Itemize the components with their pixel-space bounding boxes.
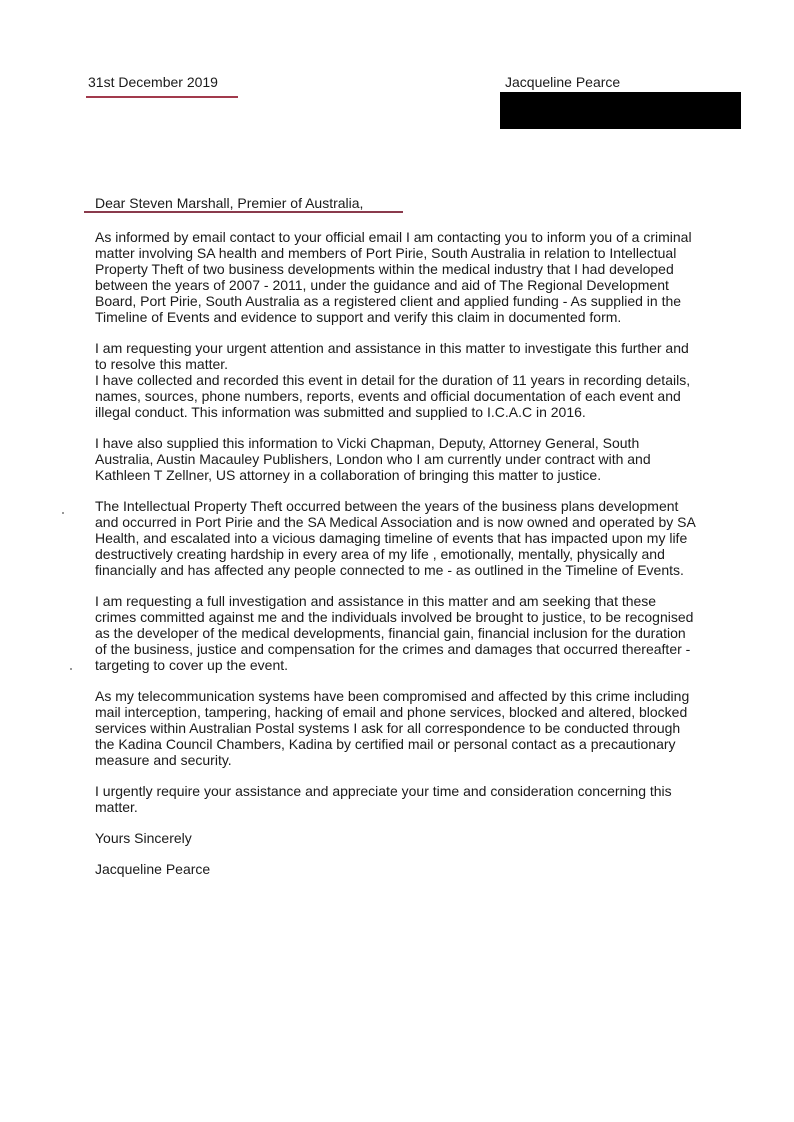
- sender-name: Jacqueline Pearce: [505, 74, 621, 90]
- paragraph: [95, 498, 696, 578]
- scan-speck: [70, 668, 72, 670]
- text-line: names, sources, phone numbers, reports, events and official documentation of each event and: [95, 388, 681, 404]
- text-line: as the developer of the medical developments, financial gain, financial inclusion for the duration: [95, 625, 686, 641]
- paragraph: [95, 688, 696, 768]
- text-line: Timeline of Events and evidence to support and verify this claim in documented form.: [95, 309, 622, 325]
- text-line: targeting to cover up the event.: [95, 657, 289, 673]
- text-line: I am requesting your urgent attention and assistance in this matter to investigate this further and: [95, 340, 689, 356]
- text-line: I urgently require your assistance and appreciate your time and consideration concerning this: [95, 783, 672, 799]
- redacted-address-block: [500, 92, 741, 129]
- salutation: Dear Steven Marshall, Premier of Australia,: [95, 195, 364, 211]
- text-line: Kathleen T Zellner, US attorney in a collaboration of bringing this matter to justice.: [95, 467, 602, 483]
- text-line: Board, Port Pirie, South Australia as a registered client and applied funding - As supplied in the: [95, 293, 682, 309]
- text-line: Australia, Austin Macauley Publishers, London who I am currently under contract with and: [95, 451, 651, 467]
- paragraph: [95, 593, 696, 673]
- text-line: As my telecommunication systems have been compromised and affected by this crime including: [95, 688, 690, 704]
- closing: [95, 830, 696, 846]
- text-line: services within Australian Postal systems I ask for all correspondence to be conducted through: [95, 720, 681, 736]
- text-line: Property Theft of two business developments within the medical industry that I had developed: [95, 261, 674, 277]
- text-line: illegal conduct. This information was submitted and supplied to I.C.A.C in 2016.: [95, 404, 586, 420]
- text-line: I have collected and recorded this event in detail for the duration of 11 years in recording details,: [95, 372, 691, 388]
- text-line: I am requesting a full investigation and assistance in this matter and am seeking that these: [95, 593, 657, 609]
- letter-body: [95, 229, 696, 892]
- text-line: and occurred in Port Pirie and the SA Medical Association and is now owned and operated by SA: [95, 514, 696, 530]
- salutation-underline: [84, 211, 403, 213]
- text-line: destructively creating hardship in every area of my life , emotionally, mentally, physically and: [95, 546, 665, 562]
- text-line: financially and has affected any people connected to me - as outlined in the Timeline of Events.: [95, 562, 684, 578]
- text-line: between the years of 2007 - 2011, under the guidance and aid of The Regional Development: [95, 277, 669, 293]
- paragraph: [95, 783, 696, 815]
- text-line: crimes committed against me and the individuals involved be brought to justice, to be recognised: [95, 609, 694, 625]
- text-line: matter involving SA health and members of Port Pirie, South Australia in relation to Intellectual: [95, 245, 677, 261]
- paragraph: [95, 340, 696, 420]
- text-line: As informed by email contact to your official email I am contacting you to inform you of a criminal: [95, 229, 692, 245]
- text-line: of the business, justice and compensation for the crimes and damages that occurred thereafter -: [95, 641, 691, 657]
- date-underline: [86, 96, 238, 98]
- text-line: Jacqueline Pearce: [95, 861, 211, 877]
- signature-name: [95, 861, 696, 877]
- text-line: mail interception, tampering, hacking of email and phone services, blocked and altered, blocked: [95, 704, 688, 720]
- text-line: measure and security.: [95, 752, 232, 768]
- paragraph: [95, 229, 696, 325]
- text-line: The Intellectual Property Theft occurred between the years of the business plans development: [95, 498, 679, 514]
- text-line: to resolve this matter.: [95, 356, 229, 372]
- text-line: the Kadina Council Chambers, Kadina by certified mail or personal contact as a precautionary: [95, 736, 676, 752]
- text-line: matter.: [95, 799, 138, 815]
- text-line: Yours Sincerely: [95, 830, 192, 846]
- text-line: Health, and escalated into a vicious damaging timeline of events that has impacted upon my life: [95, 530, 688, 546]
- text-line: I have also supplied this information to Vicki Chapman, Deputy, Attorney General, South: [95, 435, 640, 451]
- paragraph: [95, 435, 696, 483]
- letter-date: 31st December 2019: [88, 74, 218, 90]
- scan-speck: [62, 512, 64, 514]
